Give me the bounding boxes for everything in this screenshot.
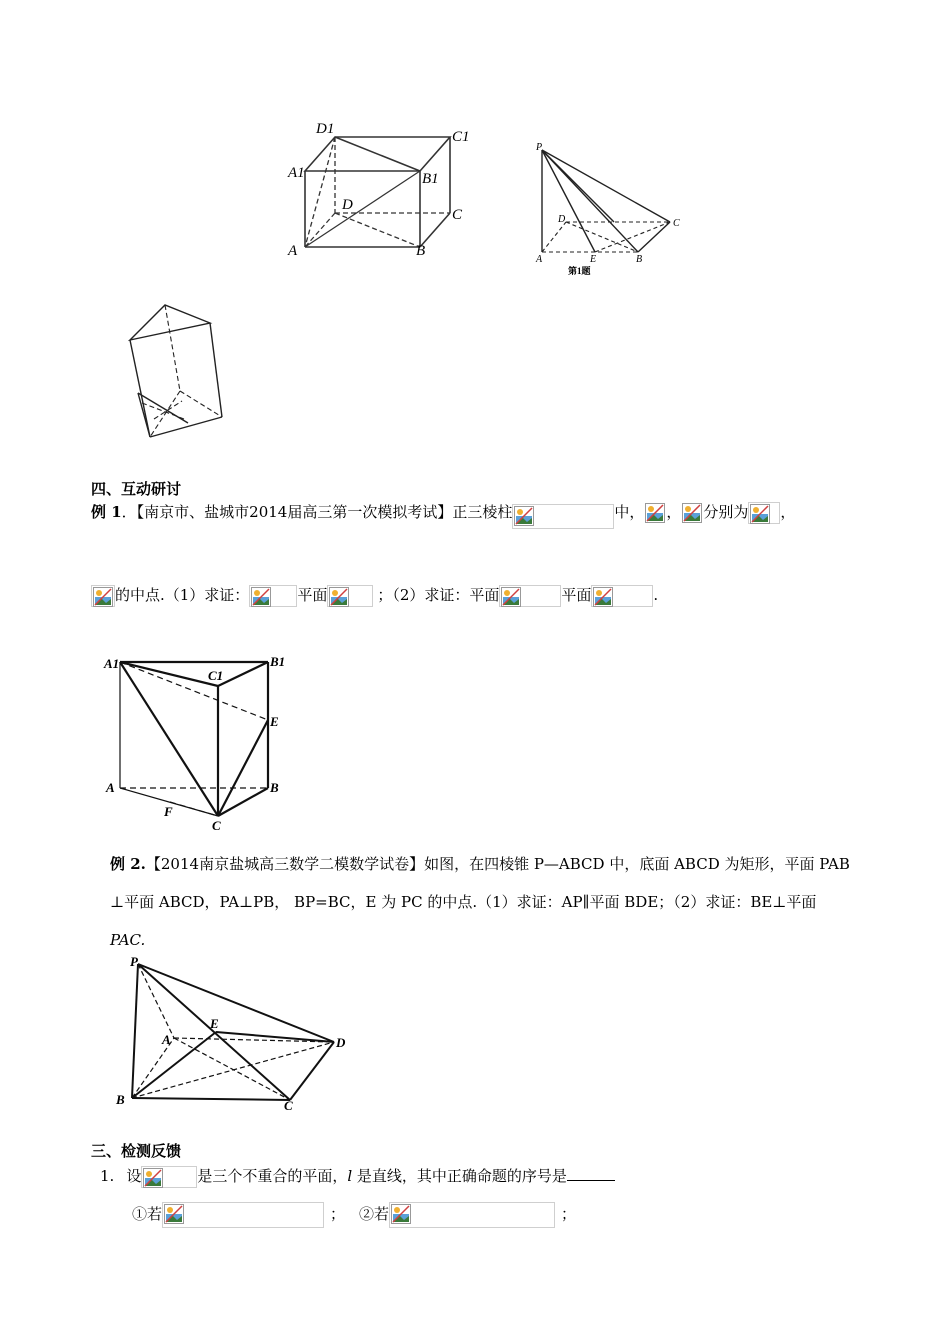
example1-lead: 例 1: [91, 503, 122, 521]
label-E-ex2: E: [210, 1016, 219, 1031]
example2-lead: 例 2.: [110, 855, 146, 873]
caption-small: 第1题: [568, 266, 591, 276]
label-D-ex2: D: [336, 1035, 346, 1050]
label-B1-ex1: B1: [270, 654, 286, 669]
label-A1-ex1: A1: [104, 656, 120, 671]
t-midpoint: 的中点.（1）求证：: [115, 586, 250, 604]
broken-image-icon: [682, 503, 702, 528]
t-comma2: ，: [780, 503, 796, 521]
q1-l: l: [347, 1167, 353, 1185]
label-B: B: [416, 243, 426, 259]
q1-rest2: 是直线，其中正确命题的序号是: [352, 1167, 567, 1185]
label-B-ex1: B: [270, 780, 279, 795]
example1-source: ．【南京市、盐城市2014届高三第一次模拟考试】正三棱柱: [121, 503, 513, 521]
t-fenbie: 分别为: [703, 503, 749, 521]
broken-image-icon: [645, 503, 665, 528]
formula-image-placeholder: [91, 585, 115, 607]
label-C1-ex1: C1: [208, 668, 224, 683]
section4-title: 四、互动研讨: [91, 480, 182, 498]
label-E-small: E: [590, 254, 597, 265]
label-B1: B1: [422, 171, 439, 187]
q1-opt2-prefix: ②若: [359, 1205, 390, 1223]
example1-prism-figure: [100, 650, 295, 835]
broken-image-icon: [514, 506, 534, 531]
label-C-small: C: [673, 218, 680, 229]
example2-pyramid-figure: [112, 952, 362, 1112]
example2-line1: 【2014南京盐城高三数学二模数学试卷】如图，在四棱锥 P—ABCD 中，底面 ABCD 为矩形，平面 PAB: [145, 855, 850, 873]
formula-image-placeholder: [748, 502, 780, 524]
broken-image-icon: [391, 1204, 411, 1229]
broken-image-icon: [501, 587, 521, 612]
question1-options: [132, 1202, 576, 1228]
label-A1: A1: [288, 165, 305, 181]
formula-image-placeholder: [499, 585, 561, 607]
broken-image-icon: [93, 587, 113, 612]
example2-line3: PAC.: [110, 931, 146, 949]
q1-rest: 是三个不重合的平面，: [197, 1167, 348, 1185]
label-A-ex2: A: [162, 1032, 171, 1047]
q1-opt1-prefix: ①若: [132, 1205, 163, 1223]
example2-paragraph: [110, 845, 850, 959]
question1-stem: [100, 1166, 615, 1188]
example1-line1: [91, 502, 795, 529]
q1-semi1: ；: [330, 1205, 346, 1223]
label-D1: D1: [316, 121, 335, 137]
broken-image-icon: [593, 587, 613, 612]
formula-image-placeholder: [389, 1202, 555, 1228]
label-C: C: [452, 207, 463, 223]
cube-figure: [282, 115, 482, 265]
label-P-ex2: P: [130, 954, 138, 969]
label-A-small: A: [536, 254, 543, 265]
label-B-small: B: [636, 254, 643, 265]
label-A: A: [288, 243, 298, 259]
formula-image-placeholder: [141, 1166, 197, 1188]
formula-image-placeholder: [249, 585, 297, 607]
formula-image-placeholder: [162, 1202, 324, 1228]
label-A-ex1: A: [106, 780, 115, 795]
label-C-ex1: C: [212, 818, 221, 833]
label-D: D: [342, 197, 353, 213]
broken-image-icon: [251, 587, 271, 612]
tilted-prism-figure: [120, 295, 240, 445]
q1-semi2: ；: [561, 1205, 577, 1223]
label-B-ex2: B: [116, 1092, 125, 1107]
t-comma: ，: [666, 503, 682, 521]
t-plane1: 平面: [297, 586, 328, 604]
t-plane2: 平面: [561, 586, 592, 604]
formula-image-placeholder: [681, 502, 703, 524]
formula-image-placeholder: [591, 585, 653, 607]
formula-image-placeholder: [644, 502, 666, 524]
t-zhong: 中，: [614, 503, 645, 521]
q1-she: 设: [126, 1167, 142, 1185]
broken-image-icon: [164, 1204, 184, 1229]
label-D-small: D: [558, 214, 566, 225]
t-semi: ；（2）求证：平面: [377, 586, 500, 604]
label-C-ex2: C: [284, 1098, 293, 1112]
label-P: P: [536, 142, 543, 153]
t-end: .: [653, 586, 659, 604]
example2-line2: ⊥平面 ABCD，PA⊥PB， BP=BC，E 为 PC 的中点.（1）求证：AP∥平面 BDE；（2）求证：BE⊥平面: [110, 893, 817, 911]
broken-image-icon: [143, 1168, 163, 1193]
pyramid-small-figure: [530, 140, 700, 280]
label-E-ex1: E: [270, 714, 279, 729]
formula-image-placeholder: [327, 585, 373, 607]
answer-blank[interactable]: [567, 1166, 615, 1181]
broken-image-icon: [329, 587, 349, 612]
section3-title: 三、检测反馈: [91, 1142, 182, 1160]
label-C1: C1: [452, 129, 470, 145]
q1-number: 1.: [100, 1167, 115, 1185]
broken-image-icon: [750, 504, 770, 529]
label-F-ex1: F: [164, 804, 173, 819]
formula-image-placeholder: [512, 504, 614, 529]
example1-line2: [91, 585, 658, 607]
